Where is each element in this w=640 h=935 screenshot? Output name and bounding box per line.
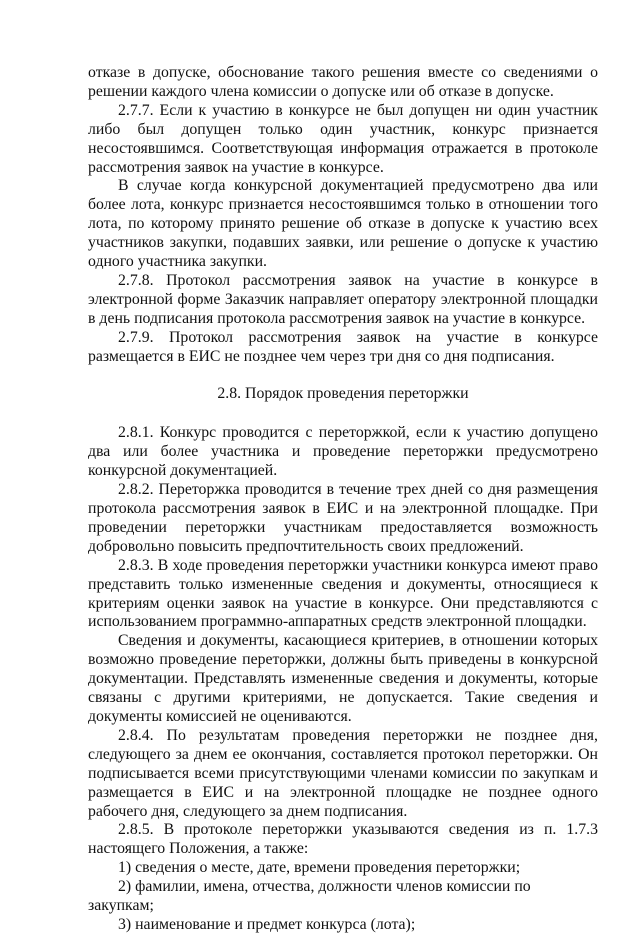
paragraphs-after-heading [88, 424, 598, 859]
paragraph: 2.7.8. Протокол рассмотрения заявок на участие в конкурсе в электронной форме Заказчик направляет оператору электронной площадки в день подписания протокола рассмотрения заявок на участие в конкурсе. [88, 271, 598, 327]
list-item: 1) сведения о месте, дате, времени проведения переторжки; [118, 859, 521, 877]
paragraphs-before-heading [88, 64, 598, 367]
paragraph: В случае когда конкурсной документацией предусмотрено два или более лота, конкурс признается несостоявшимся только в отношении того лота, по которому принято решение об отказе в допуске к участию всех участников закупки, подавших заявки, или решение о допуске к участию одного участника закупки. [88, 177, 598, 271]
paragraph: 2.7.7. Если к участию в конкурсе не был допущен ни один участник либо был допущен только один участник, конкурс признается несостоявшимся. Соответствующая информация отражается в протоколе рассмотрения заявок на участие в конкурсе. [88, 101, 598, 176]
enumerated-list [88, 859, 598, 935]
paragraph: 2.8.2. Переторжка проводится в течение трех дней со дня размещения протокола рассмотрения заявок в ЕИС и на электронной площадке. При проведении переторжки участникам предоставляется возможность добровольно повысить предпочтительность своих предложений. [88, 481, 598, 555]
list-item: 3) наименование и предмет конкурса (лота); [118, 915, 416, 933]
paragraph: 2.8.5. В протоколе переторжки указываются сведения из п. 1.7.3 настоящего Положения, а также: [88, 821, 598, 858]
paragraph: 2.8.4. По результатам проведения переторжки не позднее дня, следующего за днем ее окончания, составляется протокол переторжки. Он подписывается всеми присутствующими членами комиссии по закупкам и размещается в ЕИС и на электронной площадке не позднее одного рабочего дня, следующего за днем подписания. [88, 726, 598, 820]
document-page [88, 64, 598, 935]
paragraph: 2.8.3. В ходе проведения переторжки участники конкурса имеют право представить только измененные сведения и документы, относящиеся к критериям оценки заявок на участие в конкурсе. Они представляются с использованием программно-аппаратных средств электронной площадки. [88, 556, 598, 631]
section-heading: 2.8. Порядок проведения переторжки [217, 384, 469, 402]
paragraph: 2.7.9. Протокол рассмотрения заявок на участие в конкурсе размещается в ЕИС не позднее чем через три дня со дня подписания. [88, 328, 598, 365]
paragraph: Сведения и документы, касающиеся критериев, в отношении которых возможно проведение переторжки, должны быть приведены в конкурсной документации. Представлять измененные сведения и документы, которые связаны с другими критериями, не допускается. Такие сведения и документы комиссией не оцениваются. [88, 632, 598, 725]
paragraph: отказе в допуске, обоснование такого решения вместе со сведениями о решении каждого члена комиссии о допуске или об отказе в допуске. [88, 64, 598, 100]
paragraph: 2.8.1. Конкурс проводится с переторжкой, если к участию допущено два или более участника и проведение переторжки предусмотрено конкурсной документацией. [88, 424, 598, 480]
list-item: 2) фамилии, имена, отчества, должности членов комиссии по закупкам; [88, 878, 531, 915]
